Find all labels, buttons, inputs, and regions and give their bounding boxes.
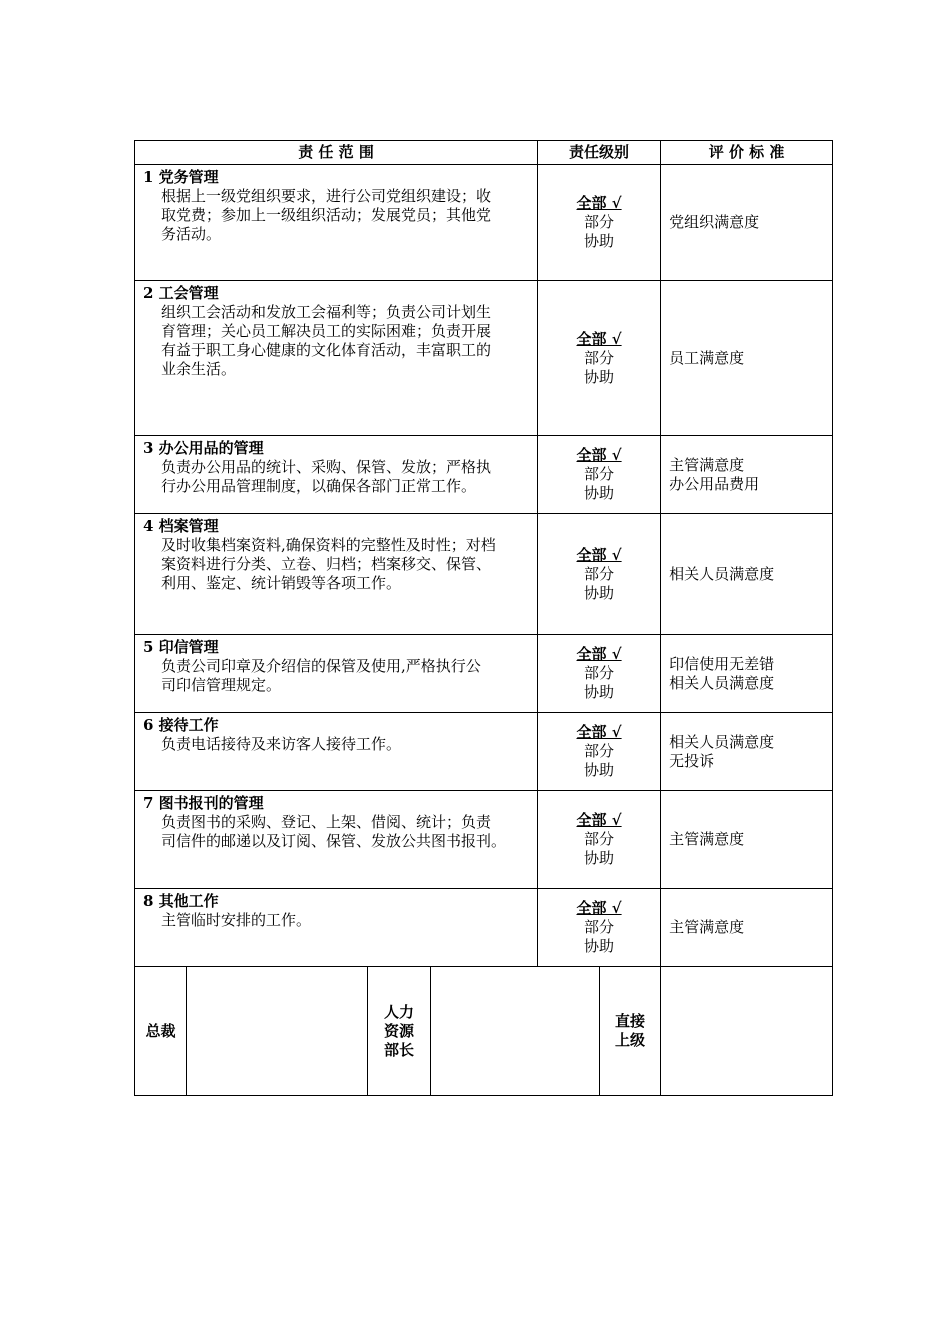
scope-line: 主管临时安排的工作。 (161, 911, 312, 929)
table-row (135, 436, 833, 514)
scope-line: 利用、鉴定、统计销毁等各项工作。 (161, 574, 402, 592)
signature-field-ceo[interactable] (187, 967, 368, 1096)
scope-line: 负责公司印章及介绍信的保管及使用,严格执行公 (161, 657, 481, 675)
scope-line: 司印信管理规定。 (161, 676, 282, 694)
level-option: 协助 (584, 367, 615, 386)
level-option: 部分 (584, 918, 615, 936)
level-cell (538, 713, 661, 791)
signature-field-supervisor[interactable] (661, 967, 833, 1096)
scope-line: 负责电话接待及来访客人接待工作。 (161, 735, 402, 753)
scope-line: 案资料进行分类、立卷、归档；档案移交、保管、 (161, 555, 492, 573)
level-option: 协助 (584, 683, 615, 701)
level-option: 协助 (584, 484, 615, 502)
signature-label-ceo: 总裁 (135, 967, 187, 1096)
criteria-item: 印信使用无差错 (669, 654, 775, 673)
level-option: 协助 (584, 761, 615, 779)
scope-line: 负责办公用品的统计、采购、保管、发放；严格执 (161, 458, 492, 476)
criteria-cell (661, 635, 833, 713)
scope-line: 组织工会活动和发放工会福利等；负责公司计划生 (161, 303, 492, 321)
responsibility-table-container (134, 140, 832, 1096)
scope-cell (135, 436, 538, 514)
table-row (135, 165, 833, 281)
header-scope: 责 任 范 围 (135, 141, 538, 165)
level-cell (538, 281, 661, 436)
scope-cell (135, 713, 538, 791)
criteria-cell (661, 713, 833, 791)
scope-cell (135, 514, 538, 635)
scope-cell (135, 635, 538, 713)
criteria-item: 无投诉 (669, 751, 715, 770)
criteria-cell (661, 281, 833, 436)
criteria-cell (661, 514, 833, 635)
scope-title: 7 图书报刊的管理 (143, 794, 264, 812)
level-selected: 全部 √ (576, 899, 622, 917)
header-row (135, 141, 833, 165)
scope-cell (135, 791, 538, 889)
criteria-item: 党组织满意度 (669, 213, 760, 231)
scope-line: 取党费；参加上一级组织活动；发展党员；其他党 (161, 206, 492, 224)
table-row (135, 713, 833, 791)
scope-line: 业余生活。 (161, 360, 237, 378)
level-cell (538, 165, 661, 281)
table-row (135, 791, 833, 889)
level-cell (538, 436, 661, 514)
level-option: 部分 (584, 213, 615, 231)
criteria-cell (661, 436, 833, 514)
criteria-item: 办公用品费用 (669, 474, 760, 493)
signature-label-hr: 人力资源部长 (368, 967, 431, 1096)
level-selected: 全部 √ (576, 545, 622, 564)
scope-cell (135, 165, 538, 281)
level-selected: 全部 √ (576, 645, 622, 663)
level-cell (538, 635, 661, 713)
criteria-cell (661, 165, 833, 281)
scope-title: 5 印信管理 (143, 638, 219, 656)
criteria-item: 主管满意度 (669, 918, 745, 936)
scope-title: 4 档案管理 (143, 517, 219, 535)
scope-title: 1 党务管理 (143, 168, 219, 186)
scope-title: 8 其他工作 (143, 892, 219, 910)
scope-title: 3 办公用品的管理 (143, 439, 264, 457)
level-selected: 全部 √ (576, 446, 622, 464)
criteria-item: 相关人员满意度 (669, 673, 775, 692)
header-criteria: 评 价 标 准 (661, 141, 833, 165)
level-selected: 全部 √ (576, 811, 622, 829)
scope-cell (135, 889, 538, 967)
table-row (135, 514, 833, 635)
level-option: 部分 (584, 830, 615, 848)
criteria-item: 相关人员满意度 (669, 564, 775, 583)
criteria-cell (661, 889, 833, 967)
criteria-cell (661, 791, 833, 889)
scope-line: 及时收集档案资料,确保资料的完整性及时性；对档 (161, 536, 496, 554)
level-cell (538, 889, 661, 967)
responsibility-table (134, 140, 833, 1096)
criteria-item: 员工满意度 (669, 348, 745, 367)
scope-line: 有益于职工身心健康的文化体育活动，丰富职工的 (161, 341, 492, 359)
scope-title: 2 工会管理 (143, 284, 219, 302)
scope-title: 6 接待工作 (143, 716, 219, 734)
scope-line: 司信件的邮递以及订阅、保管、发放公共图书报刊。 (161, 832, 507, 850)
scope-cell (135, 281, 538, 436)
level-option: 协助 (584, 232, 615, 250)
scope-line: 根据上一级党组织要求，进行公司党组织建设；收 (161, 187, 492, 205)
signature-row (135, 967, 833, 1096)
level-selected: 全部 √ (576, 194, 622, 212)
level-option: 协助 (584, 849, 615, 867)
level-option: 协助 (584, 937, 615, 955)
level-selected: 全部 √ (576, 329, 622, 348)
scope-line: 育管理；关心员工解决员工的实际困难；负责开展 (161, 322, 492, 340)
header-level: 责任级别 (538, 141, 661, 165)
level-option: 部分 (584, 564, 615, 583)
table-row (135, 889, 833, 967)
signature-label-supervisor: 直接上级 (600, 967, 661, 1096)
signature-field-hr[interactable] (431, 967, 600, 1096)
level-cell (538, 791, 661, 889)
level-option: 部分 (584, 465, 615, 483)
level-option: 部分 (584, 742, 615, 760)
criteria-item: 主管满意度 (669, 455, 745, 474)
level-option: 部分 (584, 348, 615, 367)
scope-line: 行办公用品管理制度，以确保各部门正常工作。 (161, 477, 477, 495)
table-row (135, 635, 833, 713)
level-option: 协助 (584, 583, 615, 602)
level-selected: 全部 √ (576, 723, 622, 741)
table-row (135, 281, 833, 436)
criteria-item: 相关人员满意度 (669, 732, 775, 751)
level-option: 部分 (584, 664, 615, 682)
criteria-item: 主管满意度 (669, 830, 745, 848)
scope-line: 务活动。 (161, 225, 222, 243)
scope-line: 负责图书的采购、登记、上架、借阅、统计；负责 (161, 813, 492, 831)
level-cell (538, 514, 661, 635)
